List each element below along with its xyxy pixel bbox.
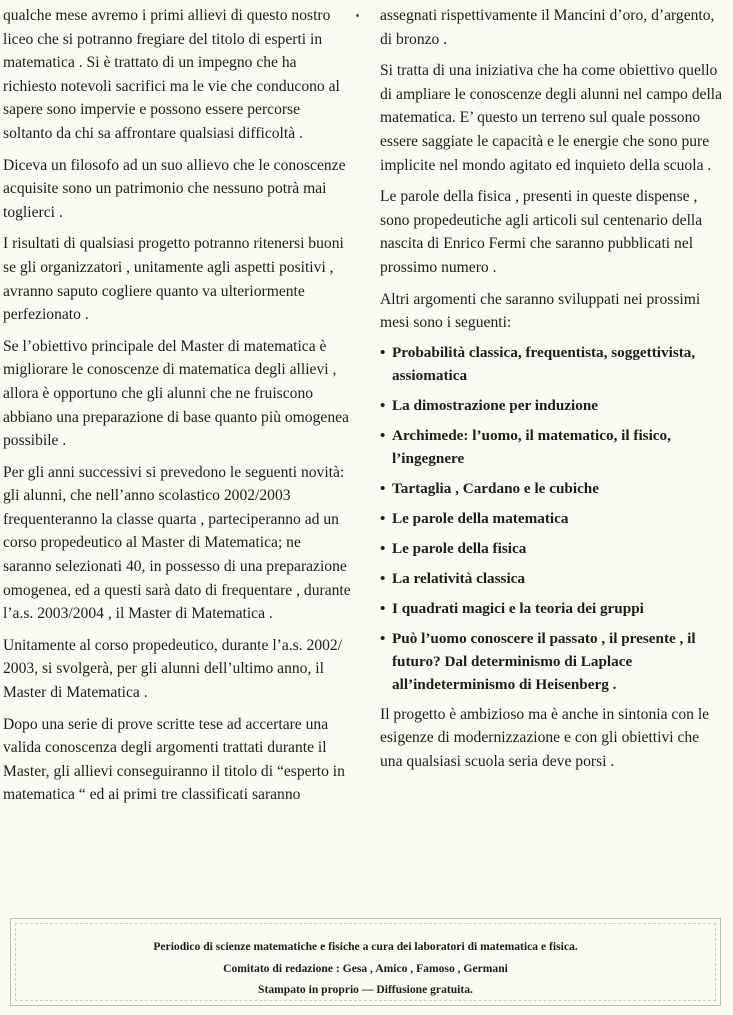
left-paragraph-5: Per gli anni successivi si prevedono le seguenti novità: gli alunni, che nell’anno scolastico 2002/2003 frequenteranno la classe quarta , parteciperanno ad un corso propedeutico al Master di Matematica; ne saranno selezionati 40, in possesso di una preparazione omogenea, ed a questi sarà dato di frequentare , durante l’a.s. 2003/2004 , il Master di Matematica .: [3, 463, 351, 623]
footer-inner-frame: [15, 923, 716, 1001]
bullet-icon: •: [380, 569, 386, 587]
bullet-icon: •: [380, 426, 386, 444]
bullet-icon: •: [380, 539, 386, 557]
topic-text: Probabilità classica, frequentista, soggettivista, assiomatica: [392, 343, 696, 384]
topic-item: [380, 507, 725, 530]
ink-dot: [356, 14, 359, 17]
topic-text: Può l’uomo conoscere il passato , il presente , il futuro? Dal determinismo di Laplace all’indeterminismo di Heisenberg .: [392, 629, 696, 693]
topic-item: [380, 627, 725, 696]
topic-text: La relatività classica: [392, 569, 526, 587]
footer-print-note: Stampato in proprio — Diffusione gratuita.: [258, 983, 473, 996]
topic-item: [380, 424, 725, 470]
topic-item: [380, 394, 725, 417]
right-column: [380, 4, 725, 782]
bullet-icon: •: [380, 509, 386, 527]
right-paragraph-4: Altri argomenti che saranno sviluppati nei prossimi mesi sono i seguenti:: [380, 290, 701, 332]
left-paragraph-1: qualche mese avremo i primi allievi di questo nostro liceo che si potranno fregiare del titolo di esperti in matematica . Si è trattato di un impegno che ha richiesto notevoli sacrifici ma le vie che conducono al sapere sono impervie e possono essere percorse soltanto da chi sa affrontare qualsiasi difficoltà .: [3, 7, 340, 142]
footer-editorial-committee: Comitato di redazione : Gesa , Amico , Famoso , Germani: [223, 962, 508, 975]
bullet-icon: •: [380, 396, 386, 414]
right-paragraph-1: assegnati rispettivamente il Mancini d’oro, d’argento, di bronzo .: [380, 7, 715, 48]
topic-item: [380, 597, 725, 620]
topic-text: Tartaglia , Cardano e le cubiche: [392, 479, 599, 497]
bullet-icon: •: [380, 343, 386, 361]
masthead-footer: [10, 918, 721, 1006]
right-paragraph-3: Le parole della fisica , presenti in queste dispense , sono propedeutiche agli articoli sul centenario della nascita di Enrico Fermi che saranno pubblicati nel prossimo numero .: [380, 188, 703, 276]
left-paragraph-6: Unitamente al corso propedeutico, durante l’a.s. 2002/ 2003, si svolgerà, per gli alunni dell’ultimo anno, il Master di Matematica .: [3, 636, 343, 702]
left-paragraph-7: Dopo una serie di prove scritte tese ad accertare una valida conoscenza degli argomenti trattati durante il Master, gli allievi conseguiranno il titolo di “esperto in matematica “ ed ai primi tre classificati saranno: [3, 715, 345, 804]
topic-item: [380, 341, 725, 387]
bullet-icon: •: [380, 629, 386, 647]
topic-text: Le parole della matematica: [392, 509, 569, 527]
topic-item: [380, 477, 725, 500]
topic-item: [380, 537, 725, 560]
topics-list: [380, 341, 725, 696]
bullet-icon: •: [380, 599, 386, 617]
right-closing-paragraph: Il progetto è ambizioso ma è anche in sintonia con le esigenze di modernizzazione e con gli obiettivi che una qualsiasi scuola seria deve porsi .: [380, 705, 710, 770]
left-column: [3, 4, 353, 815]
bullet-icon: •: [380, 479, 386, 497]
topic-item: [380, 567, 725, 590]
left-paragraph-4: Se l’obiettivo principale del Master di matematica è migliorare le conoscenze di matematica degli allievi , allora è opportuno che gli alunni che ne fruiscono abbiano una preparazione di base quanto più omogenea possibile .: [3, 337, 349, 450]
topic-text: Archimede: l’uomo, il matematico, il fisico, l’ingegnere: [392, 426, 671, 467]
left-paragraph-2: Diceva un filosofo ad un suo allievo che le conoscenze acquisite sono un patrimonio che nessuno potrà mai toglierci .: [3, 156, 346, 221]
topic-text: La dimostrazione per induzione: [392, 396, 599, 414]
topic-text: I quadrati magici e la teoria dei gruppi: [392, 599, 644, 617]
footer-publication-line: Periodico di scienze matematiche e fisiche a cura dei laboratori di matematica e fisica.: [153, 940, 578, 953]
left-paragraph-3: I risultati di qualsiasi progetto potranno ritenersi buoni se gli organizzatori , unitamente agli aspetti positivi , avranno saputo cogliere quanto va ulteriormente perfezionato .: [3, 235, 344, 324]
topic-text: Le parole della fisica: [392, 539, 527, 557]
right-paragraph-2: Si tratta di una iniziativa che ha come obiettivo quello di ampliare le conoscenze degli alunni nel campo della matematica. E’ questo un terreno sul quale possono essere saggiate le capacità e le energie che sono pure implicite nel mondo agitato ed inquieto della scuola .: [380, 62, 723, 174]
